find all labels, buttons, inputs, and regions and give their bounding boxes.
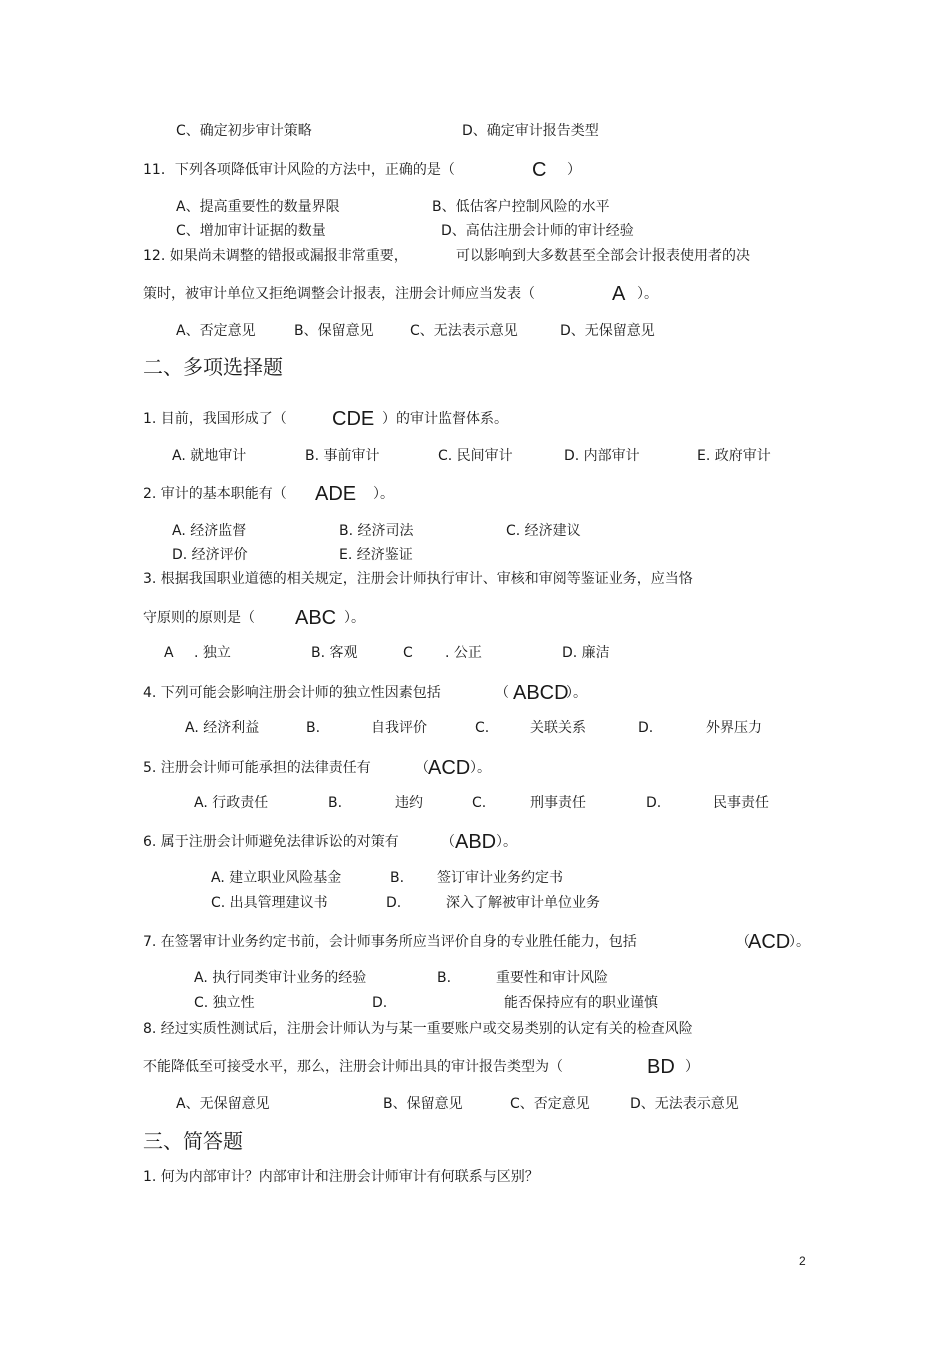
text-line-l82: B、保留意见 [383, 1096, 463, 1112]
text-line-l03: 11．下列各项降低审计风险的方法中，正确的是（ [143, 162, 455, 178]
answer-a02: A [612, 283, 626, 305]
text-line-l69: 7. 在签署审计业务约定书前，会计师事务所应当评价自身的专业胜任能力，包括 [143, 934, 637, 950]
text-line-l15: C、无法表示意见 [410, 323, 518, 339]
text-line-l64: B. [390, 870, 405, 886]
text-line-l47: 关联关系 [530, 720, 586, 736]
answer-a09: ACD [748, 931, 791, 953]
text-line-l21: C. 民间审计 [438, 448, 513, 464]
text-line-l11: 策时，被审计单位又拒绝调整会计报表，注册会计师应当发表（ [143, 286, 535, 302]
text-line-l06: B、低估客户控制风险的水平 [432, 199, 610, 215]
text-line-l16: D、无保留意见 [560, 323, 655, 339]
text-line-l68: 深入了解被审计单位业务 [446, 895, 600, 911]
text-line-l23: E. 政府审计 [697, 448, 771, 464]
text-line-l22: D. 内部审计 [564, 448, 640, 464]
text-line-l09: 12. 如果尚未调整的错报或漏报非常重要， [143, 248, 408, 264]
text-line-l44: B. [306, 720, 321, 736]
text-line-l18: ）的审计监督体系。 [382, 411, 508, 427]
text-line-l52: ）。 [470, 760, 491, 776]
page-number: 2 [799, 1254, 806, 1268]
text-line-l55: 违约 [395, 795, 423, 811]
text-line-l01: C、确定初步审计策略 [176, 123, 312, 139]
text-line-l50: 5. 注册会计师可能承担的法律责任有 [143, 760, 371, 776]
text-line-l80: ） [685, 1059, 699, 1075]
text-line-l59: 民事责任 [713, 795, 769, 811]
text-line-l29: D. 经济评价 [172, 547, 248, 563]
text-line-l34: A [164, 645, 174, 661]
text-line-l27: B. 经济司法 [339, 523, 414, 539]
text-line-l77: 能否保持应有的职业谨慎 [504, 995, 658, 1011]
text-line-l30: E. 经济鉴证 [339, 547, 413, 563]
text-line-l49: 外界压力 [706, 720, 762, 736]
text-line-l58: D. [646, 795, 662, 811]
text-line-l60: 6. 属于注册会计师避免法律诉讼的对策有 [143, 834, 399, 850]
text-line-l26: A. 经济监督 [172, 523, 247, 539]
text-line-l24: 2. 审计的基本职能有（ [143, 486, 287, 502]
answer-a07: ACD [428, 757, 471, 779]
text-line-l61: （ [441, 834, 455, 850]
text-line-l19: A. 就地审计 [172, 448, 247, 464]
text-line-l04: ） [567, 162, 581, 178]
text-line-l45: 自我评价 [371, 720, 427, 736]
text-line-l05: A、提高重要性的数量界限 [176, 199, 340, 215]
text-line-l81: A、无保留意见 [176, 1096, 270, 1112]
text-line-l28: C. 经济建议 [506, 523, 581, 539]
text-line-l85: 1. 何为内部审计？内部审计和注册会计师审计有何联系与区别？ [143, 1169, 539, 1185]
text-line-l56: C. [472, 795, 487, 811]
text-line-l12: ）。 [637, 286, 658, 302]
text-line-l78: 8. 经过实质性测试后，注册会计师认为与某一重要账户或交易类别的认定有关的检查风险 [143, 1021, 693, 1037]
section-heading-h01: 二、多项选择题 [143, 355, 283, 379]
text-line-l17: 1. 目前，我国形成了（ [143, 411, 287, 427]
text-line-l48: D. [638, 720, 654, 736]
text-line-l13: A、否定意见 [176, 323, 256, 339]
section-heading-h02: 三、简答题 [143, 1129, 243, 1153]
text-line-l40: 4. 下列可能会影响注册会计师的独立性因素包括 [143, 685, 441, 701]
text-line-l74: 重要性和审计风险 [496, 970, 608, 986]
text-line-l08: D、高估注册会计师的审计经验 [441, 223, 634, 239]
text-line-l02: D、确定审计报告类型 [462, 123, 599, 139]
text-line-l62: ）。 [496, 834, 517, 850]
text-line-l33: ）。 [344, 610, 365, 626]
text-line-l37: C [403, 645, 413, 661]
text-line-l54: B. [328, 795, 343, 811]
text-line-l83: C、否定意见 [510, 1096, 590, 1112]
text-line-l66: C. 出具管理建议书 [211, 895, 328, 911]
answer-a08: ABD [455, 831, 497, 853]
text-line-l41: （ [495, 685, 509, 701]
answer-a06: ABCD [513, 682, 569, 704]
text-line-l14: B、保留意见 [294, 323, 374, 339]
text-line-l75: C. 独立性 [194, 995, 255, 1011]
text-line-l31: 3. 根据我国职业道德的相关规定，注册会计师执行审计、审核和审阅等鉴证业务，应当恪 [143, 571, 693, 587]
text-line-l76: D. [372, 995, 388, 1011]
text-line-l57: 刑事责任 [530, 795, 586, 811]
text-line-l71: ）。 [789, 934, 810, 950]
text-line-l25: ）。 [373, 486, 394, 502]
answer-a01: C [532, 159, 547, 181]
text-line-l53: A. 行政责任 [194, 795, 269, 811]
text-line-l67: D. [386, 895, 402, 911]
answer-a10: BD [647, 1056, 675, 1078]
text-line-l51: （ [415, 760, 429, 776]
text-line-l72: A. 执行同类审计业务的经验 [194, 970, 367, 986]
text-line-l84: D、无法表示意见 [630, 1096, 739, 1112]
text-line-l63: A. 建立职业风险基金 [211, 870, 342, 886]
text-line-l70: （ [736, 934, 750, 950]
answer-a04: ADE [315, 483, 357, 505]
text-line-l38: . 公正 [445, 645, 482, 661]
text-line-l43: A. 经济利益 [185, 720, 260, 736]
text-line-l46: C. [475, 720, 490, 736]
answer-a03: CDE [332, 408, 375, 430]
text-line-l32: 守原则的原则是（ [143, 610, 255, 626]
text-line-l39: D. 廉洁 [562, 645, 610, 661]
text-line-l73: B. [437, 970, 452, 986]
text-line-l36: B. 客观 [311, 645, 358, 661]
text-line-l10: 可以影响到大多数甚至全部会计报表使用者的决 [456, 248, 750, 264]
text-line-l20: B. 事前审计 [305, 448, 380, 464]
text-line-l42: ）。 [566, 685, 587, 701]
text-line-l35: . 独立 [194, 645, 231, 661]
text-line-l65: 签订审计业务约定书 [437, 870, 563, 886]
answer-a05: ABC [295, 607, 337, 629]
text-line-l07: C、增加审计证据的数量 [176, 223, 326, 239]
text-line-l79: 不能降低至可接受水平，那么，注册会计师出具的审计报告类型为（ [143, 1059, 563, 1075]
